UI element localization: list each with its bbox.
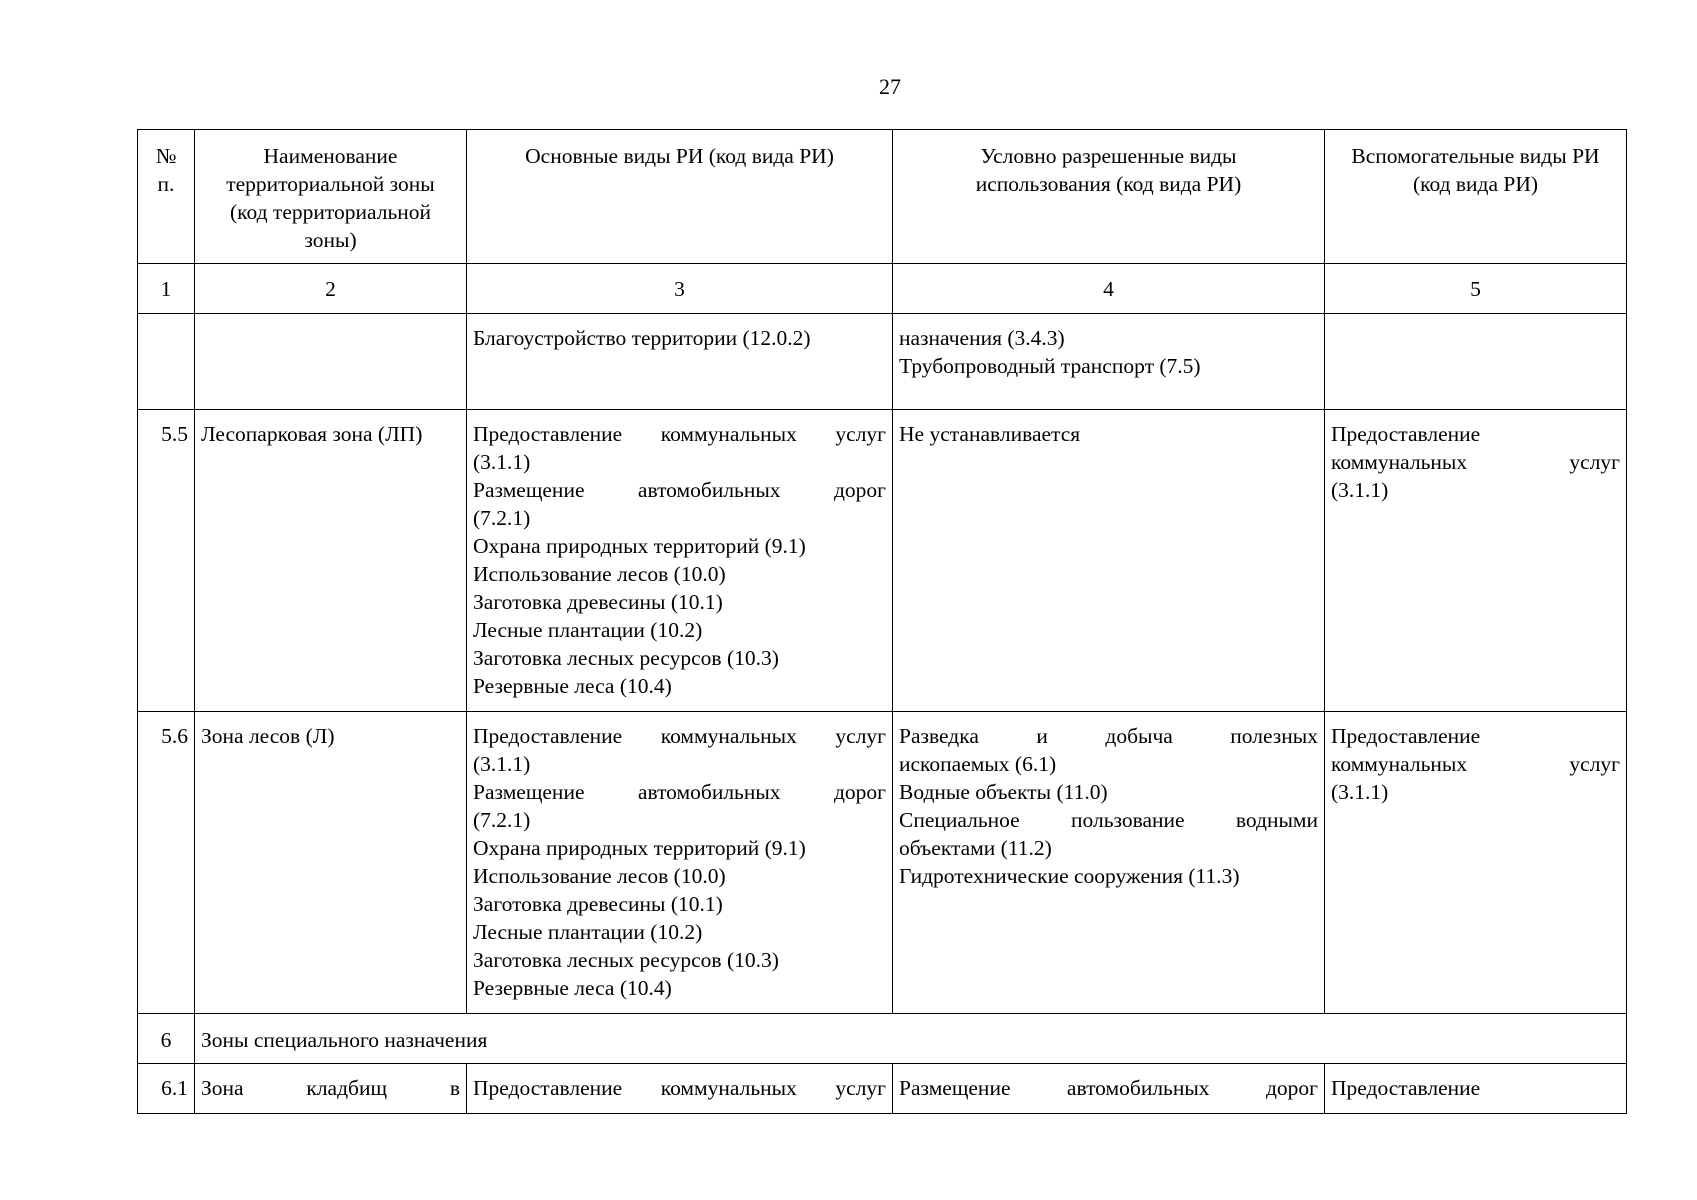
main-uses: Предоставление коммунальных услуг (3.1.1) Размещение автомобильных дорог (7.2.1) Охрана природных территорий (9.1) Использование лесов (10.0) Заготовка древесины (10.1) Лесные плантации (10.2) Заготовка лесных ресурсов (10.3) Резервные леса (10.4): [467, 712, 893, 1014]
zone-name: Зона лесов (Л): [195, 712, 467, 1014]
main-uses: Благоустройство территории (12.0.2): [467, 314, 893, 410]
header-main-uses: Основные виды РИ (код вида РИ): [467, 130, 893, 264]
table-row: [138, 314, 1627, 410]
conditional-uses: назначения (3.4.3) Трубопроводный транспорт (7.5): [893, 314, 1325, 410]
auxiliary-uses: Предоставление коммунальных услуг (3.1.1): [1325, 410, 1627, 712]
table-row: [138, 712, 1627, 1014]
conditional-uses: Размещение автомобильных дорог: [893, 1064, 1325, 1114]
header-zone-name: Наименование территориальной зоны (код территориальной зоны): [195, 130, 467, 264]
row-number: 5.5: [138, 410, 195, 712]
conditional-uses: Разведка и добыча полезных ископаемых (6.1) Водные объекты (11.0) Специальное пользование водными объектами (11.2) Гидротехнические сооружения (11.3): [893, 712, 1325, 1014]
zone-name: Лесопарковая зона (ЛП): [195, 410, 467, 712]
table-header-row: [138, 130, 1627, 264]
header-conditional-uses: Условно разрешенные виды использования (код вида РИ): [893, 130, 1325, 264]
auxiliary-uses: Предоставление: [1325, 1064, 1627, 1114]
column-number: 3: [467, 264, 893, 314]
column-number: 2: [195, 264, 467, 314]
table-row: [138, 410, 1627, 712]
column-number: 5: [1325, 264, 1627, 314]
header-auxiliary-uses: Вспомогательные виды РИ (код вида РИ): [1325, 130, 1627, 264]
zone-name: Зона кладбищ в: [195, 1064, 467, 1114]
main-uses: Предоставление коммунальных услуг (3.1.1) Размещение автомобильных дорог (7.2.1) Охрана природных территорий (9.1) Использование лесов (10.0) Заготовка древесины (10.1) Лесные плантации (10.2) Заготовка лесных ресурсов (10.3) Резервные леса (10.4): [467, 410, 893, 712]
header-number: № п.: [138, 130, 195, 264]
main-uses: Предоставление коммунальных услуг: [467, 1064, 893, 1114]
zone-name: [195, 314, 467, 410]
table-row: [138, 1064, 1627, 1114]
column-number: 1: [138, 264, 195, 314]
auxiliary-uses: [1325, 314, 1627, 410]
section-title: Зоны специального назначения: [195, 1014, 1627, 1064]
row-number: 5.6: [138, 712, 195, 1014]
row-number: [138, 314, 195, 410]
page-number: 27: [879, 74, 901, 99]
column-number-row: [138, 264, 1627, 314]
row-number: 6: [138, 1014, 195, 1064]
zones-table: [137, 129, 1627, 1114]
auxiliary-uses: Предоставление коммунальных услуг (3.1.1): [1325, 712, 1627, 1014]
column-number: 4: [893, 264, 1325, 314]
section-row: [138, 1014, 1627, 1064]
row-number: 6.1: [138, 1064, 195, 1114]
conditional-uses: Не устанавливается: [893, 410, 1325, 712]
